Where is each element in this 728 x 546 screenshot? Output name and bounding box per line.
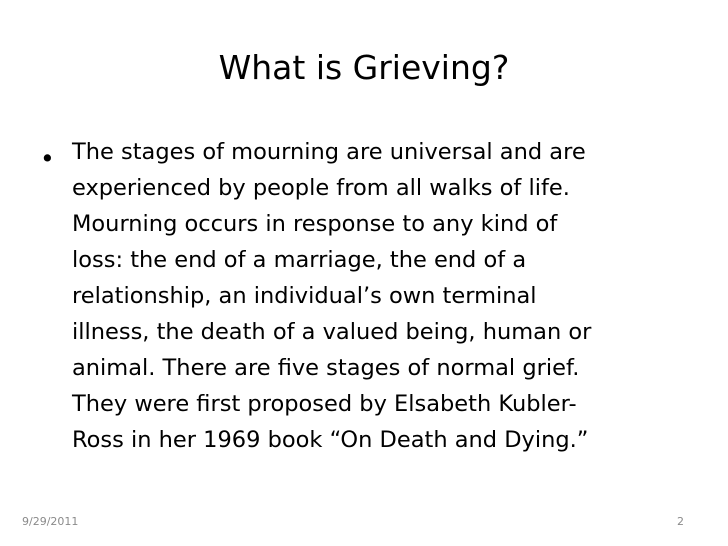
bullet-line: relationship, an individual’s own terminal [72, 283, 537, 309]
bullet-line: animal. There are five stages of normal grief. [72, 355, 580, 381]
bullet-line: illness, the death of a valued being, human or [72, 319, 592, 345]
footer-date: 9/29/2011 [22, 515, 79, 528]
bullet-line: loss: the end of a marriage, the end of a [72, 247, 527, 273]
slide-title: What is Grieving? [218, 48, 510, 87]
bullet-list [40, 134, 700, 458]
footer-page-number: 2 [677, 515, 684, 528]
bullet-dot-icon: • [40, 144, 55, 173]
bullet-line: experienced by people from all walks of life. [72, 175, 570, 201]
bullet-line: The stages of mourning are universal and are [72, 139, 586, 165]
bullet-line: Mourning occurs in response to any kind of [72, 211, 558, 237]
bullet-item [40, 134, 700, 458]
bullet-line: They were first proposed by Elsabeth Kubler- [72, 391, 577, 417]
bullet-line: Ross in her 1969 book “On Death and Dying.” [72, 427, 589, 453]
